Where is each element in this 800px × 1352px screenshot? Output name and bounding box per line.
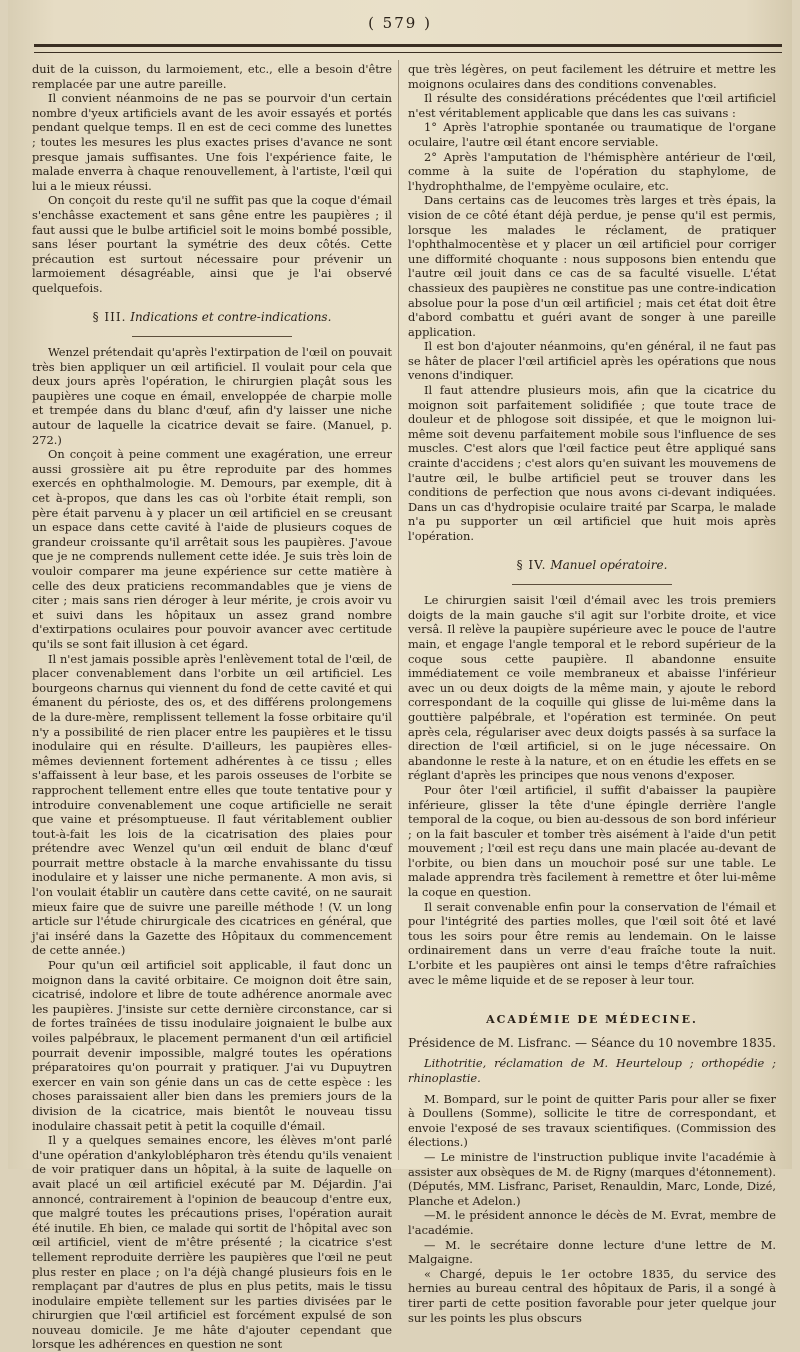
header-rule <box>34 44 782 53</box>
paragraph: 2° Après l'amputation de l'hémisphère antérieur de l'œil, comme à la suite de l'opération du staphylome, de l'hydrophthalme, de l'empyème oculaire, etc. <box>408 149 776 193</box>
paragraph: Pour qu'un œil artificiel soit applicable, il faut donc un moignon dans la cavité orbitaire. Ce moignon doit être sain, cicatrisé, indolore et libre de toute adhérence anormale avec les paupières. J'insiste sur cette dernière circonstance, car si de fortes traînées de tissu inodulaire joignaient le bulbe aux voiles palpébraux, le placement permanent d'un œil artificiel pourrait devenir impossible, malgré toutes les opérations préparatoires qu'on pourrait y pratiquer. J'ai vu Dupuytren exercer en vain son génie dans un cas de cette espèce : les choses paraissaient aller bien dans les premiers jours de la division de la cicatrice, mais bientôt le nouveau tissu inodulaire chassait petit à petit la coquille d'émail. <box>32 958 392 1133</box>
left-column <box>32 62 392 1352</box>
paragraph: Le chirurgien saisit l'œil d'émail avec les trois premiers doigts de la main gauche s'il agit sur l'orbite droite, et vice versâ. Il relève la paupière supérieure avec le pouce de l'autre main, et engage l'angle temporal et le rebord supérieur de la coque sous cette paupière. Il abandonne ensuite immédiatement ce voile membraneux et abaisse l'inférieur avec un ou deux doigts de la même main, y ajoute le rebord correspondant de la coquille qui glisse de lui-même dans la gouttière palpébrale, et l'opération est terminée. On peut après cela, régulariser avec deux doigts passés à sa surface la direction de l'œil artificiel, si on le juge nécessaire. On abandonne le reste à la nature, et on en étudie les effets en se réglant d'après les principes que nous venons d'exposer. <box>408 593 776 783</box>
section-title: Manuel opératoire. <box>550 557 668 572</box>
right-column <box>408 62 776 1325</box>
paragraph: « Chargé, depuis le 1er octobre 1835, du service des hernies au bureau central des hôpitaux de Paris, il a songé à tirer parti de cette position favorable pour jeter quelque jour sur les points les plus obscurs <box>408 1266 776 1325</box>
paragraph: — M. le secrétaire donne lecture d'une lettre de M. Malgaigne. <box>408 1237 776 1267</box>
paragraph: Pour ôter l'œil artificiel, il suffit d'abaisser la paupière inférieure, glisser la tête d'une épingle derrière l'angle temporal de la coque, ou bien au-dessous de son bord inférieur ; on la fait basculer et tomber très aisément à l'aide d'un petit mouvement ; l'œil est reçu dans une main placée au-devant de l'orbite, ou bien dans un mouchoir posé sur une table. Le malade apprendra très facilement à remettre et ôter lui-même la coque en question. <box>408 782 776 900</box>
paragraph: Il résulte des considérations précédentes que l'œil artificiel n'est véritablement applicable que dans les cas suivans : <box>408 91 776 120</box>
paragraph: que très légères, on peut facilement les détruire et mettre les moignons oculaires dans des conditions convenables. <box>408 62 776 91</box>
section-heading <box>32 310 392 325</box>
paragraph: Il n'est jamais possible après l'enlèvement total de l'œil, de placer convenablement dans l'orbite un œil artificiel. Les bourgeons charnus qui viennent du fond de cette cavité et qui émanent du périoste, des os, et des différens prolongemens de la dure-mère, remplissent tellement la fosse orbitaire qu'il n'y a possibilité de rien placer entre les paupières et le tissu inodulaire qui en résulte. D'ailleurs, les paupières elles-mêmes deviennent fortement adhérentes à ce tissu ; elles s'affaissent à leur base, et les parois osseuses de l'orbite se rapprochent tellement entre elles que toute tentative pour y introduire convenablement une coque artificielle ne serait que vaine et présomptueuse. Il faut véritablement oublier tout-à-fait les lois de la cicatrisation des plaies pour prétendre avec Wenzel qu'un œil enduit de blanc d'œuf pourrait mettre obstacle à la marche envahissante du tissu inodulaire et y laisser une niche permanente. A mon avis, si l'on voulait établir un cautère dans cette cavité, on ne saurait mieux faire que de suivre une pareille méthode ! (V. un long article sur l'étude chirurgicale des cicatrices en général, que j'ai inséré dans la Gazette des Hôpitaux du commencement de cette année.) <box>32 651 392 958</box>
section-title: Indications et contre-indications. <box>130 309 332 324</box>
page-number: ( 579 ) <box>368 14 432 32</box>
paragraph: Il est bon d'ajouter néanmoins, qu'en général, il ne faut pas se hâter de placer l'œil artificiel après les opérations que nous venons d'indiquer. <box>408 339 776 383</box>
paragraph: On conçoit à peine comment une exagération, une erreur aussi grossière ait pu être reproduite par des hommes exercés en ophthalmologie. M. Demours, par exemple, dit à cet à-propos, que dans les cas où l'orbite était rempli, son père était parvenu à y placer un œil artificiel en se creusant un espace dans cette cavité à l'aide de plusieurs coques de grandeur croissante qu'il arrêtait sous les paupières. J'avoue que je ne comprends nullement cette idée. Je suis très loin de vouloir comparer ma jeune expérience sur cette matière à celle des deux praticiens recommandables que je viens de citer ; mais sans rien déroger à leur mérite, je crois avoir vu et suivi dans les hôpitaux un assez grand nombre d'extirpations oculaires pour pouvoir avancer avec certitude qu'ils se sont fait illusion à cet égard. <box>32 447 392 651</box>
paragraph: Il y a quelques semaines encore, les élèves m'ont parlé d'une opération d'ankyloblépharon très étendu qu'ils venaient de voir pratiquer dans un hôpital, à la suite de laquelle on avait placé un œil artificiel exécuté par M. Déjardin. J'ai annoncé, contrairement à l'opinion de beaucoup d'entre eux, que malgré toutes les précautions prises, l'opération aurait été inutile. Eh bien, ce malade qui sortit de l'hôpital avec son œil artificiel, vient de m'être présenté ; la cicatrice s'est tellement reproduite derrière les paupières que l'œil ne peut plus rester en place ; on l'a déjà changé plusieurs fois en le remplaçant par d'autres de plus en plus petits, mais le tissu inodulaire empiète tellement sur les parties divisées par le chirurgien que l'œil artificiel est forcément expulsé de son nouveau domicile. Je me hâte d'ajouter cependant que lorsque les adhérences en question ne sont <box>32 1133 392 1352</box>
session-info: Présidence de M. Lisfranc. — Séance du 10 novembre 1835. <box>408 1035 776 1050</box>
column-separator <box>398 60 399 1160</box>
paragraph: —M. le président annonce le décès de M. Evrat, membre de l'académie. <box>408 1208 776 1237</box>
section-rule <box>512 584 672 585</box>
paragraph: M. Bompard, sur le point de quitter Paris pour aller se fixer à Doullens (Somme), sollicite le titre de correspondant, et envoie l'exposé de ses travaux scientifiques. (Commission des élections.) <box>408 1091 776 1150</box>
paragraph: On conçoit du reste qu'il ne suffit pas que la coque d'émail s'enchâsse exactement et sans gêne entre les paupières ; il faut aussi que le bulbe artificiel soit le moins bombé possible, sans léser pourtant la symétrie des deux côtés. Cette précaution est surtout nécessaire pour prévenir un larmoiement désagréable, ainsi que je l'ai observé quelquefois. <box>32 193 392 295</box>
newspaper-page <box>8 0 792 1352</box>
paragraph: Il serait convenable enfin pour la conservation de l'émail et pour l'intégrité des parties molles, que l'œil soit ôté et lavé tous les soirs pour être remis au lendemain. On le laisse ordinairement dans un verre d'eau fraîche toute la nuit. L'orbite et les paupières ont ainsi le temps d'être rafraîchies avec le même liquide et de se reposer à leur tour. <box>408 899 776 987</box>
paragraph: Il convient néanmoins de ne pas se pourvoir d'un certain nombre d'yeux artificiels avant de les avoir essayés et portés pendant quelque temps. Il en est de ceci comme des lunettes ; toutes les mesures les plus exactes prises d'avance ne sont presque jamais suffisantes. Une fois l'expérience faite, le malade enverra à chaque renouvellement, à l'artiste, l'œil qui lui a le mieux réussi. <box>32 91 392 193</box>
section-number: § III. <box>92 309 127 324</box>
session-topics: Lithotritie, réclamation de M. Heurteloup ; orthopédie ; rhinoplastie. <box>408 1056 776 1085</box>
paragraph: Il faut attendre plusieurs mois, afin que la cicatrice du moignon soit parfaitement solidifiée ; que toute trace de douleur et de phlogose soit dissipée, et que le moignon lui-même soit devenu parfaitement mobile sous l'influence de ses muscles. C'est alors que l'œil factice peut être appliqué sans crainte d'accidens ; c'est alors qu'en suivant les mouvemens de l'autre œil, le bulbe artificiel peut se trouver dans les conditions de perfection que nous avons ci-devant indiquées. Dans un cas d'hydropisie oculaire traité par Scarpa, le malade n'a pu supporter un œil artificiel que huit mois après l'opération. <box>408 383 776 543</box>
paragraph: duit de la cuisson, du larmoiement, etc., elle a besoin d'être remplacée par une autre pareille. <box>32 62 392 91</box>
section-number: § IV. <box>516 557 547 572</box>
section-rule <box>132 336 292 337</box>
paragraph: Wenzel prétendait qu'après l'extirpation de l'œil on pouvait très bien appliquer un œil artificiel. Il voulait pour cela que deux jours après l'opération, le chirurgien plaçât sous les paupières une coque en émail, enveloppée de charpie molle et trempée dans du blanc d'œuf, afin d'y laisser une niche autour de laquelle la cicatrice devait se faire. (Manuel, p. 272.) <box>32 345 392 447</box>
paragraph: Dans certains cas de leucomes très larges et très épais, la vision de ce côté étant déjà perdue, je pense qu'il est permis, lorsque les malades le réclament, de pratiquer l'ophthalmocentèse et y placer un œil artificiel pour corriger une difformité choquante : nous supposons bien entendu que l'autre œil jouit dans ce cas de sa faculté visuelle. L'état chassieux des paupières ne constitue pas une contre-indication absolue pour la pose d'un œil artificiel ; mais cet état doit être d'abord combattu et guéri avant de songer à une pareille application. <box>408 193 776 339</box>
section-heading <box>408 558 776 573</box>
paragraph: — Le ministre de l'instruction publique invite l'académie à assister aux obsèques de M. de Rigny (marques d'étonnement). (Députés, MM. Lisfranc, Pariset, Renauldin, Marc, Londe, Dizé, Planche et Adelon.) <box>408 1149 776 1208</box>
paragraph: 1° Après l'atrophie spontanée ou traumatique de l'organe oculaire, l'autre œil étant encore serviable. <box>408 120 776 149</box>
academy-heading: ACADÉMIE DE MÉDECINE. <box>486 1013 698 1027</box>
